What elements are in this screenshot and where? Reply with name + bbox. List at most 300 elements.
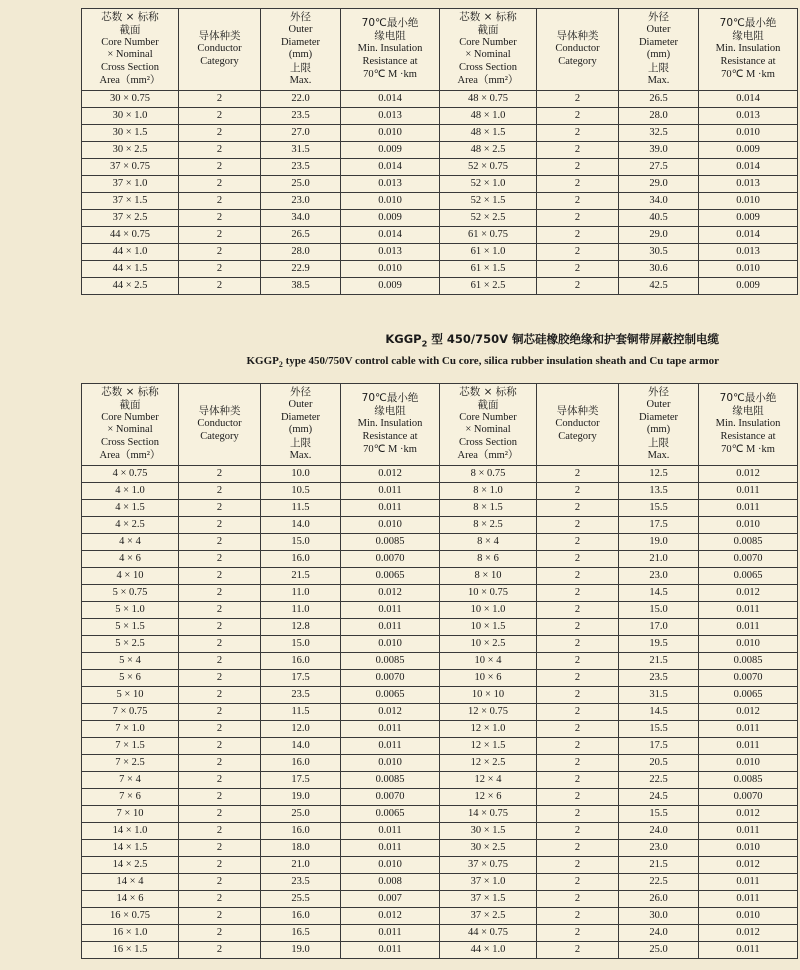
cell-right-cat: 2 xyxy=(537,890,619,907)
cell-left-dia: 23.5 xyxy=(261,873,341,890)
cell-right-res: 0.010 xyxy=(699,754,798,771)
cell-left-dia: 11.0 xyxy=(261,584,341,601)
cell-right-core: 10 × 2.5 xyxy=(440,635,537,652)
cell-right-dia: 22.5 xyxy=(619,771,699,788)
cell-left-cat: 2 xyxy=(179,890,261,907)
table-row xyxy=(82,839,798,856)
cell-left-dia: 22.9 xyxy=(261,260,341,277)
col-header-outer-diameter xyxy=(261,9,341,91)
table-row xyxy=(82,243,798,260)
cell-right-cat: 2 xyxy=(537,669,619,686)
cell-left-res: 0.011 xyxy=(341,499,440,516)
cell-left-cat: 2 xyxy=(179,941,261,958)
cell-left-cat: 2 xyxy=(179,601,261,618)
cell-right-core: 10 × 0.75 xyxy=(440,584,537,601)
cell-left-core: 5 × 1.0 xyxy=(82,601,179,618)
cell-right-cat: 2 xyxy=(537,533,619,550)
cell-left-dia: 19.0 xyxy=(261,788,341,805)
cell-left-cat: 2 xyxy=(179,567,261,584)
cell-right-core: 30 × 1.5 xyxy=(440,822,537,839)
caption-en-prefix: KGGP xyxy=(246,354,279,367)
cell-left-dia: 31.5 xyxy=(261,141,341,158)
cell-right-dia: 15.5 xyxy=(619,499,699,516)
outer-diameter-en-line3: (mm) xyxy=(288,424,313,436)
cell-left-res: 0.011 xyxy=(341,618,440,635)
table-row xyxy=(82,516,798,533)
cell-right-res: 0.010 xyxy=(699,907,798,924)
cell-left-core: 4 × 1.5 xyxy=(82,499,179,516)
cell-right-dia: 42.5 xyxy=(619,277,699,294)
outer-diameter-en-line4: Max. xyxy=(647,449,670,461)
cell-left-cat: 2 xyxy=(179,924,261,941)
cell-left-dia: 34.0 xyxy=(261,209,341,226)
cell-right-cat: 2 xyxy=(537,771,619,788)
cell-right-core: 61 × 1.5 xyxy=(440,260,537,277)
cell-right-core: 8 × 2.5 xyxy=(440,516,537,533)
cell-right-core: 12 × 6 xyxy=(440,788,537,805)
cell-left-core: 5 × 2.5 xyxy=(82,635,179,652)
conductor-category-en-line1: Conductor xyxy=(555,42,600,54)
outer-diameter-cn-line1: 外径 xyxy=(648,386,669,398)
cell-left-cat: 2 xyxy=(179,652,261,669)
cell-left-core: 37 × 0.75 xyxy=(82,158,179,175)
cell-left-core: 16 × 0.75 xyxy=(82,907,179,924)
core-number-en-line1: Core Number xyxy=(101,411,159,423)
cell-left-res: 0.009 xyxy=(341,277,440,294)
cell-left-core: 30 × 2.5 xyxy=(82,141,179,158)
cell-left-core: 4 × 0.75 xyxy=(82,465,179,482)
cell-right-core: 10 × 4 xyxy=(440,652,537,669)
cell-right-core: 37 × 0.75 xyxy=(440,856,537,873)
cell-right-cat: 2 xyxy=(537,499,619,516)
outer-diameter-en-line2: Diameter xyxy=(638,411,679,423)
core-number-en-line2: × Nominal xyxy=(107,424,153,436)
cell-right-core: 10 × 10 xyxy=(440,686,537,703)
cell-left-dia: 28.0 xyxy=(261,243,341,260)
table-1-body xyxy=(82,90,798,294)
cell-left-dia: 16.0 xyxy=(261,754,341,771)
cell-right-core: 8 × 10 xyxy=(440,567,537,584)
min-res-en-line1: Min. Insulation xyxy=(715,42,781,54)
cell-left-cat: 2 xyxy=(179,516,261,533)
table-row xyxy=(82,601,798,618)
cell-right-cat: 2 xyxy=(537,856,619,873)
cell-left-cat: 2 xyxy=(179,277,261,294)
col-header-conductor-category xyxy=(179,384,261,466)
conductor-category-cn-line1: 导体种类 xyxy=(556,405,599,418)
outer-diameter-en-line1: Outer xyxy=(288,23,313,35)
cell-right-core: 12 × 1.5 xyxy=(440,737,537,754)
table-row xyxy=(82,737,798,754)
cell-left-cat: 2 xyxy=(179,550,261,567)
cell-right-cat: 2 xyxy=(537,924,619,941)
spec-table-2-wrapper xyxy=(81,383,798,959)
min-res-cn-line2: 缘电阻 xyxy=(374,405,406,418)
cell-left-cat: 2 xyxy=(179,805,261,822)
cell-left-res: 0.012 xyxy=(341,465,440,482)
cell-left-dia: 23.0 xyxy=(261,192,341,209)
cell-left-dia: 21.5 xyxy=(261,567,341,584)
outer-diameter-en-line2: Diameter xyxy=(280,411,321,423)
cell-right-dia: 31.5 xyxy=(619,686,699,703)
table-row xyxy=(82,533,798,550)
table-row xyxy=(82,499,798,516)
outer-diameter-en-line4: Max. xyxy=(289,74,312,86)
table-row xyxy=(82,720,798,737)
table-row xyxy=(82,550,798,567)
outer-diameter-cn-line1: 外径 xyxy=(648,11,669,23)
min-res-cn-line1: 70℃最小绝 xyxy=(719,392,777,405)
core-number-en-line1: Core Number xyxy=(459,411,517,423)
cell-left-res: 0.011 xyxy=(341,737,440,754)
cell-left-cat: 2 xyxy=(179,192,261,209)
cell-left-core: 4 × 6 xyxy=(82,550,179,567)
cell-right-core: 48 × 1.5 xyxy=(440,124,537,141)
cell-right-cat: 2 xyxy=(537,635,619,652)
cell-right-res: 0.013 xyxy=(699,175,798,192)
core-number-cn-line1: 芯数 × 标称 xyxy=(101,11,159,23)
table-row xyxy=(82,890,798,907)
cell-left-core: 5 × 4 xyxy=(82,652,179,669)
cell-left-res: 0.0070 xyxy=(341,788,440,805)
cell-left-cat: 2 xyxy=(179,703,261,720)
cell-right-res: 0.0085 xyxy=(699,771,798,788)
cell-right-core: 61 × 1.0 xyxy=(440,243,537,260)
cell-right-dia: 29.0 xyxy=(619,175,699,192)
cell-right-cat: 2 xyxy=(537,277,619,294)
cell-right-core: 30 × 2.5 xyxy=(440,839,537,856)
core-number-cn-line1: 芯数 × 标称 xyxy=(459,11,517,23)
cell-left-res: 0.014 xyxy=(341,158,440,175)
cell-left-core: 7 × 0.75 xyxy=(82,703,179,720)
min-res-en-line1: Min. Insulation xyxy=(357,417,423,429)
table-row xyxy=(82,567,798,584)
cell-left-res: 0.012 xyxy=(341,907,440,924)
cell-right-core: 12 × 1.0 xyxy=(440,720,537,737)
cell-right-dia: 13.5 xyxy=(619,482,699,499)
outer-diameter-cn-line2: 上限 xyxy=(648,437,669,450)
table-row xyxy=(82,192,798,209)
core-number-en-line2: × Nominal xyxy=(465,49,511,61)
outer-diameter-en-line1: Outer xyxy=(646,23,671,35)
cell-left-res: 0.013 xyxy=(341,175,440,192)
core-number-en-line2: × Nominal xyxy=(465,424,511,436)
cell-right-dia: 21.5 xyxy=(619,856,699,873)
cell-right-dia: 30.6 xyxy=(619,260,699,277)
cell-left-core: 7 × 2.5 xyxy=(82,754,179,771)
core-number-en-line3: Cross Section xyxy=(458,437,518,449)
cell-left-core: 7 × 6 xyxy=(82,788,179,805)
cell-right-core: 37 × 2.5 xyxy=(440,907,537,924)
cell-right-dia: 34.0 xyxy=(619,192,699,209)
cell-left-dia: 16.0 xyxy=(261,550,341,567)
cell-left-res: 0.009 xyxy=(341,209,440,226)
outer-diameter-en-line4: Max. xyxy=(647,74,670,86)
cell-right-dia: 23.0 xyxy=(619,567,699,584)
min-res-en-line3: 70℃ M ·km xyxy=(363,68,417,80)
table-row xyxy=(82,703,798,720)
cell-left-dia: 10.5 xyxy=(261,482,341,499)
cell-right-res: 0.011 xyxy=(699,499,798,516)
cell-right-core: 52 × 1.0 xyxy=(440,175,537,192)
outer-diameter-cn-line2: 上限 xyxy=(290,437,311,450)
cell-right-dia: 19.5 xyxy=(619,635,699,652)
cell-left-core: 44 × 0.75 xyxy=(82,226,179,243)
table-row xyxy=(82,856,798,873)
cell-left-cat: 2 xyxy=(179,737,261,754)
cell-left-core: 14 × 1.5 xyxy=(82,839,179,856)
cell-right-dia: 15.0 xyxy=(619,601,699,618)
table-row xyxy=(82,771,798,788)
cell-right-dia: 17.5 xyxy=(619,516,699,533)
cell-right-core: 37 × 1.0 xyxy=(440,873,537,890)
cell-right-dia: 27.5 xyxy=(619,158,699,175)
core-number-en-line3: Cross Section xyxy=(100,437,160,449)
cell-left-res: 0.010 xyxy=(341,260,440,277)
cell-right-cat: 2 xyxy=(537,941,619,958)
col-header-min-insulation-resistance-2 xyxy=(699,9,798,91)
cell-right-cat: 2 xyxy=(537,567,619,584)
caption-english-title xyxy=(247,353,720,371)
cell-left-cat: 2 xyxy=(179,90,261,107)
cell-right-core: 52 × 1.5 xyxy=(440,192,537,209)
conductor-category-cn-line1: 导体种类 xyxy=(556,30,599,43)
cell-right-res: 0.011 xyxy=(699,890,798,907)
cell-left-cat: 2 xyxy=(179,856,261,873)
cell-left-res: 0.010 xyxy=(341,124,440,141)
cell-left-core: 7 × 10 xyxy=(82,805,179,822)
cell-right-cat: 2 xyxy=(537,788,619,805)
cell-left-dia: 23.5 xyxy=(261,158,341,175)
core-number-cn-line1: 芯数 × 标称 xyxy=(101,386,159,398)
col-header-conductor-category-2 xyxy=(537,384,619,466)
cell-left-core: 37 × 1.5 xyxy=(82,192,179,209)
cell-right-res: 0.014 xyxy=(699,226,798,243)
cell-left-cat: 2 xyxy=(179,260,261,277)
cell-left-res: 0.011 xyxy=(341,720,440,737)
cell-right-dia: 23.5 xyxy=(619,669,699,686)
min-res-cn-line1: 70℃最小绝 xyxy=(361,392,419,405)
cell-right-cat: 2 xyxy=(537,584,619,601)
cell-left-res: 0.012 xyxy=(341,703,440,720)
cell-right-res: 0.0070 xyxy=(699,788,798,805)
outer-diameter-cn-line1: 外径 xyxy=(290,386,311,398)
outer-diameter-en-line3: (mm) xyxy=(288,49,313,61)
cell-left-core: 16 × 1.0 xyxy=(82,924,179,941)
cell-right-core: 44 × 0.75 xyxy=(440,924,537,941)
min-res-en-line1: Min. Insulation xyxy=(357,42,423,54)
cell-right-dia: 21.5 xyxy=(619,652,699,669)
cell-left-dia: 25.5 xyxy=(261,890,341,907)
cell-left-dia: 11.5 xyxy=(261,703,341,720)
cell-right-cat: 2 xyxy=(537,482,619,499)
core-number-cn-line2: 截面 xyxy=(119,398,141,411)
cell-right-cat: 2 xyxy=(537,703,619,720)
spec-table-1 xyxy=(81,8,798,295)
col-header-core-number xyxy=(82,384,179,466)
cell-right-res: 0.010 xyxy=(699,635,798,652)
conductor-category-en-line2: Category xyxy=(200,55,239,67)
cell-right-cat: 2 xyxy=(537,754,619,771)
cell-left-cat: 2 xyxy=(179,771,261,788)
cell-left-cat: 2 xyxy=(179,686,261,703)
cell-right-cat: 2 xyxy=(537,260,619,277)
cell-left-dia: 16.0 xyxy=(261,652,341,669)
table-row xyxy=(82,209,798,226)
col-header-core-number xyxy=(82,9,179,91)
cell-right-core: 52 × 0.75 xyxy=(440,158,537,175)
cell-right-cat: 2 xyxy=(537,175,619,192)
cell-right-core: 48 × 0.75 xyxy=(440,90,537,107)
cell-left-core: 44 × 1.5 xyxy=(82,260,179,277)
cell-left-cat: 2 xyxy=(179,618,261,635)
cell-left-core: 5 × 6 xyxy=(82,669,179,686)
col-header-conductor-category-2 xyxy=(537,9,619,91)
cell-right-dia: 20.5 xyxy=(619,754,699,771)
cell-left-res: 0.0065 xyxy=(341,805,440,822)
cell-right-cat: 2 xyxy=(537,209,619,226)
cell-left-res: 0.011 xyxy=(341,482,440,499)
cell-right-dia: 15.5 xyxy=(619,720,699,737)
cell-left-core: 30 × 1.5 xyxy=(82,124,179,141)
outer-diameter-en-line3: (mm) xyxy=(646,424,671,436)
cell-right-res: 0.011 xyxy=(699,720,798,737)
cell-right-res: 0.013 xyxy=(699,107,798,124)
spec-table-1-wrapper xyxy=(81,8,798,295)
cell-left-cat: 2 xyxy=(179,158,261,175)
outer-diameter-en-line4: Max. xyxy=(289,449,312,461)
cell-right-res: 0.014 xyxy=(699,90,798,107)
cell-left-dia: 17.5 xyxy=(261,669,341,686)
outer-diameter-cn-line1: 外径 xyxy=(290,11,311,23)
cell-right-res: 0.012 xyxy=(699,856,798,873)
col-header-outer-diameter-2 xyxy=(619,9,699,91)
cell-left-res: 0.013 xyxy=(341,107,440,124)
cell-right-dia: 30.5 xyxy=(619,243,699,260)
cell-left-dia: 23.5 xyxy=(261,107,341,124)
cell-left-dia: 38.5 xyxy=(261,277,341,294)
cell-right-core: 8 × 1.0 xyxy=(440,482,537,499)
cell-right-cat: 2 xyxy=(537,601,619,618)
cell-right-res: 0.010 xyxy=(699,839,798,856)
cell-left-dia: 21.0 xyxy=(261,856,341,873)
cell-left-core: 14 × 6 xyxy=(82,890,179,907)
cell-right-cat: 2 xyxy=(537,124,619,141)
table-row xyxy=(82,754,798,771)
min-res-en-line1: Min. Insulation xyxy=(715,417,781,429)
cell-left-dia: 17.5 xyxy=(261,771,341,788)
min-res-cn-line1: 70℃最小绝 xyxy=(361,17,419,30)
cell-left-res: 0.0085 xyxy=(341,771,440,788)
cell-left-core: 14 × 2.5 xyxy=(82,856,179,873)
col-header-outer-diameter xyxy=(261,384,341,466)
cell-right-cat: 2 xyxy=(537,873,619,890)
cell-left-core: 16 × 1.5 xyxy=(82,941,179,958)
cell-left-core: 30 × 0.75 xyxy=(82,90,179,107)
cell-right-dia: 23.0 xyxy=(619,839,699,856)
outer-diameter-cn-line2: 上限 xyxy=(290,62,311,75)
conductor-category-en-line2: Category xyxy=(200,430,239,442)
table-row xyxy=(82,907,798,924)
min-res-en-line2: Resistance at xyxy=(720,430,776,442)
cell-right-core: 48 × 1.0 xyxy=(440,107,537,124)
cell-left-core: 30 × 1.0 xyxy=(82,107,179,124)
cell-left-core: 44 × 1.0 xyxy=(82,243,179,260)
min-res-en-line2: Resistance at xyxy=(362,55,418,67)
cell-left-cat: 2 xyxy=(179,873,261,890)
outer-diameter-en-line3: (mm) xyxy=(646,49,671,61)
cell-left-dia: 10.0 xyxy=(261,465,341,482)
col-header-min-insulation-resistance xyxy=(341,384,440,466)
cell-left-core: 4 × 1.0 xyxy=(82,482,179,499)
table-row xyxy=(82,465,798,482)
caption-chinese-title xyxy=(247,331,720,350)
cell-left-dia: 12.0 xyxy=(261,720,341,737)
cell-left-core: 4 × 2.5 xyxy=(82,516,179,533)
cell-right-res: 0.012 xyxy=(699,703,798,720)
cell-left-res: 0.013 xyxy=(341,243,440,260)
cell-left-core: 4 × 4 xyxy=(82,533,179,550)
conductor-category-cn-line1: 导体种类 xyxy=(198,405,241,418)
cell-left-dia: 15.0 xyxy=(261,635,341,652)
cell-left-dia: 16.0 xyxy=(261,907,341,924)
cell-left-res: 0.010 xyxy=(341,856,440,873)
core-number-en-line4: Area（mm²） xyxy=(99,74,161,86)
cell-right-res: 0.012 xyxy=(699,805,798,822)
cell-right-core: 37 × 1.5 xyxy=(440,890,537,907)
cell-left-core: 37 × 2.5 xyxy=(82,209,179,226)
cell-right-dia: 29.0 xyxy=(619,226,699,243)
cell-right-dia: 30.0 xyxy=(619,907,699,924)
cell-right-core: 8 × 1.5 xyxy=(440,499,537,516)
cell-right-res: 0.0070 xyxy=(699,669,798,686)
cell-right-res: 0.010 xyxy=(699,192,798,209)
table-2-body xyxy=(82,465,798,958)
cell-left-res: 0.0085 xyxy=(341,652,440,669)
table-row xyxy=(82,90,798,107)
cell-left-cat: 2 xyxy=(179,822,261,839)
table-row xyxy=(82,805,798,822)
cell-right-cat: 2 xyxy=(537,618,619,635)
min-res-en-line2: Resistance at xyxy=(362,430,418,442)
cell-left-dia: 18.0 xyxy=(261,839,341,856)
cell-left-dia: 11.5 xyxy=(261,499,341,516)
cell-left-cat: 2 xyxy=(179,107,261,124)
cell-right-cat: 2 xyxy=(537,516,619,533)
table-row xyxy=(82,107,798,124)
cell-right-core: 52 × 2.5 xyxy=(440,209,537,226)
table-row xyxy=(82,482,798,499)
cell-right-core: 61 × 2.5 xyxy=(440,277,537,294)
cell-right-res: 0.009 xyxy=(699,277,798,294)
cell-left-dia: 25.0 xyxy=(261,805,341,822)
cell-right-dia: 40.5 xyxy=(619,209,699,226)
cell-left-cat: 2 xyxy=(179,907,261,924)
cell-right-cat: 2 xyxy=(537,652,619,669)
core-number-en-line2: × Nominal xyxy=(107,49,153,61)
cell-right-dia: 39.0 xyxy=(619,141,699,158)
table-row xyxy=(82,226,798,243)
cell-left-core: 7 × 1.5 xyxy=(82,737,179,754)
cell-right-core: 12 × 4 xyxy=(440,771,537,788)
caption-cn-prefix: KGGP xyxy=(385,332,422,346)
cell-left-dia: 16.0 xyxy=(261,822,341,839)
cell-left-res: 0.011 xyxy=(341,839,440,856)
cell-left-dia: 27.0 xyxy=(261,124,341,141)
cell-right-core: 8 × 6 xyxy=(440,550,537,567)
cell-right-core: 12 × 2.5 xyxy=(440,754,537,771)
cell-right-cat: 2 xyxy=(537,907,619,924)
